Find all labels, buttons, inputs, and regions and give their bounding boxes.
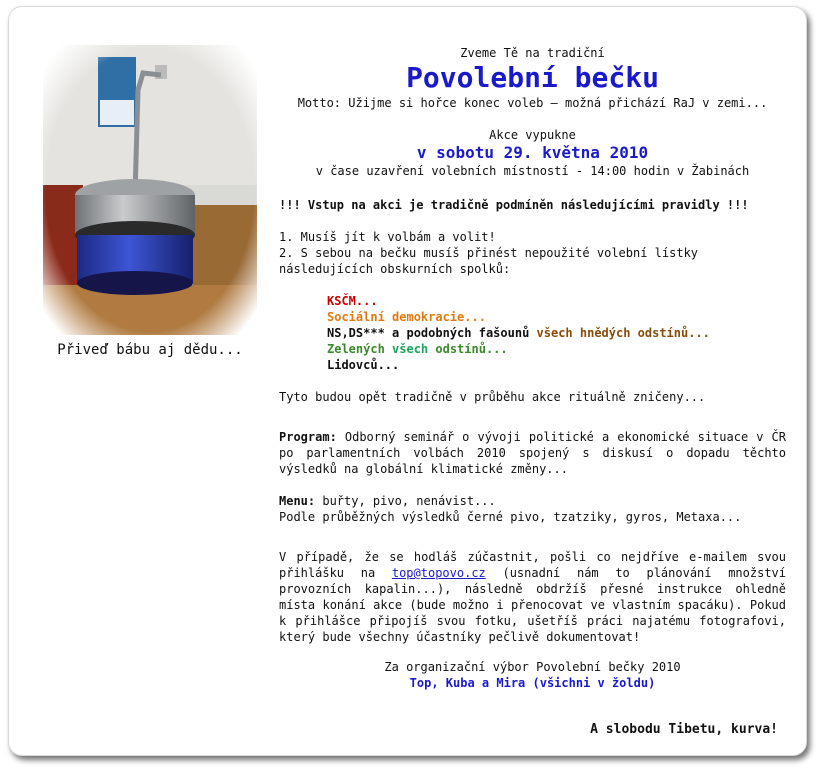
signature-org: Za organizační výbor Povolební bečky 2010 [384, 660, 681, 674]
party-kscm: KSČM... [327, 294, 378, 308]
party-kdu: Lidovců... [327, 358, 400, 372]
motto-text: Motto: Užijme si hořce konec voleb – možná přichází RaJ v zemi... [297, 96, 768, 110]
party-ns-ds: NS,DS*** a podobných fašounů všech hnědých odstínů... [327, 326, 710, 340]
signature-names: Top, Kuba a Mira (všichni v žoldu) [409, 676, 656, 690]
intro-text: Zveme Tě na tradiční [460, 46, 605, 60]
closing-slogan: A slobodu Tibetu, kurva! [590, 722, 778, 737]
invitation-card [8, 6, 807, 756]
rules-heading: !!! Vstup na akci je tradičně podmíněn následujícími pravidly !!! [279, 198, 749, 212]
email-link[interactable]: top@topovo.cz [391, 566, 486, 580]
photo-caption: Přiveď bábu aj dědu... [57, 342, 243, 358]
rule-2: 2. S sebou na bečku musíš přinést nepoužité volební lístky následujících obskurních spolků: [279, 246, 699, 276]
beer-keg-photo [43, 45, 257, 335]
event-label: Akce vypukne [489, 128, 576, 142]
destroy-note: Tyto budou opět tradičně v průběhu akce rituálně zničeny... [279, 390, 706, 404]
main-content [279, 45, 786, 691]
rule-1: 1. Musíš jít k volbám a volit! [279, 230, 496, 244]
signup-paragraph: V případě, že se hodláš zúčastnit, pošli co nejdříve e-mailem svou přihlášku na top@topovo.cz (usnadní nám to plánování množství provozních kapalin...), následně obdržíš přesné instrukce ohledně místa konání akce (bude možno i přenocovat ve vlastním spacáku). Pokud k přihlášce připojíš svou fotku, ušetříš práci najatému fotografovi, který bude všechny účastníky pečlivě dokumentovat! [279, 550, 786, 644]
menu-paragraph: Menu: buřty, pivo, nenávist... Podle průběžných výsledků černé pivo, tzatziky, gyros, Metaxa... [279, 494, 742, 524]
party-green: Zelených všech odstínů... [327, 342, 508, 356]
party-cssd: Sociální demokracie... [327, 310, 486, 324]
parties-list [279, 293, 786, 373]
page-title: Povolební bečku [406, 61, 659, 94]
event-time: v čase uzavření volebních místností - 14:00 hodin v Žabinách [315, 164, 750, 178]
event-date: v sobotu 29. května 2010 [416, 143, 649, 162]
program-paragraph: Program: Odborný seminář o vývoji politické a ekonomické situace v ČR po parlamentních volbách 2010 spojený s diskusí o dopadu těchto výsledků na globální klimatické změny... [279, 430, 786, 476]
